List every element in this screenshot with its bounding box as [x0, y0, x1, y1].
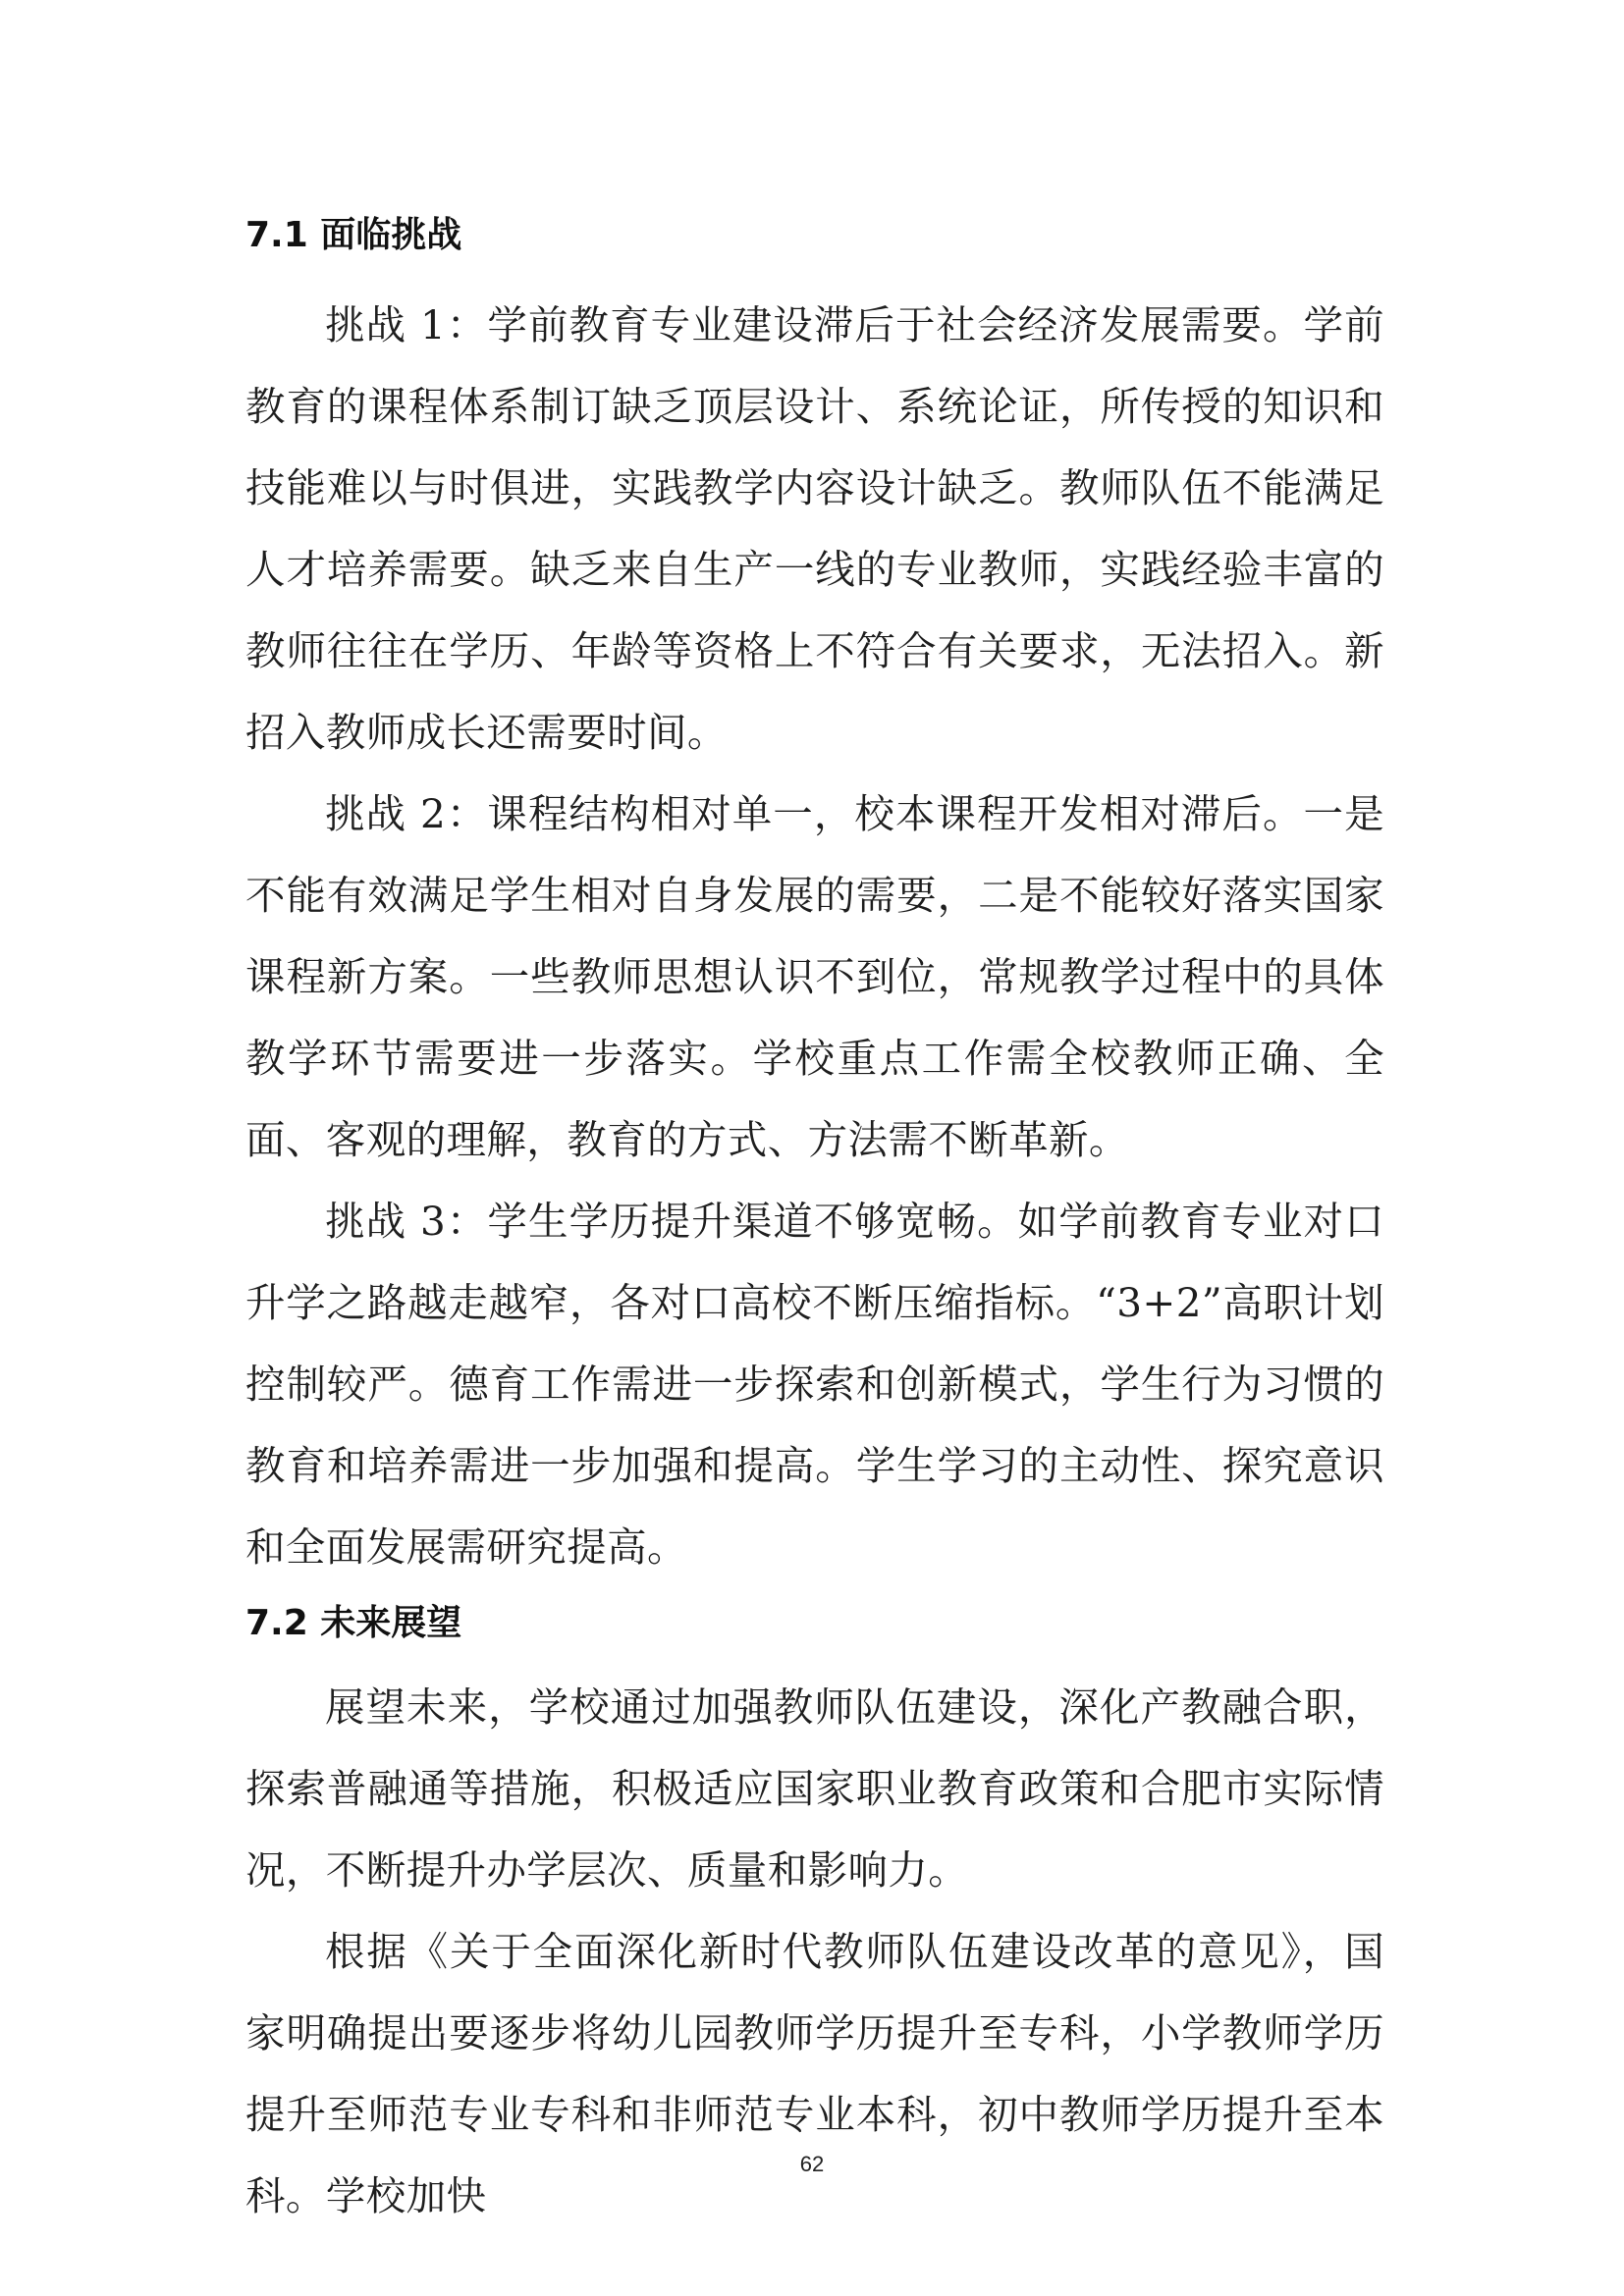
page-content — [245, 206, 1384, 2237]
paragraph-challenge-2: 挑战 2：课程结构相对单一，校本课程开发相对滞后。一是不能有效满足学生相对自身发展的需要，二是不能较好落实国家课程新方案。一些教师思想认识不到位，常规教学过程中的具体教学环节需要进一步落实。学校重点工作需全校教师正确、全面、客观的理解，教育的方式、方法需不断革新。 — [245, 790, 1384, 1163]
paragraph-challenge-3: 挑战 3：学生学历提升渠道不够宽畅。如学前教育专业对口升学之路越走越窄，各对口高校不断压缩指标。“3+2”高职计划控制较严。德育工作需进一步探索和创新模式，学生行为习惯的教育和培养需进一步加强和提高。学生学习的主动性、探究意识和全面发展需研究提高。 — [245, 1198, 1384, 1571]
section-heading-challenges: 7.1 面临挑战 — [245, 215, 462, 255]
section-heading-outlook: 7.2 未来展望 — [245, 1603, 462, 1643]
paragraph-outlook-2: 根据《关于全面深化新时代教师队伍建设改革的意见》，国家明确提出要逐步将幼儿园教师学历提升至专科，小学教师学历提升至师范专业专科和非师范专业本科，初中教师学历提升至本科。学校加快 — [245, 1928, 1384, 2219]
page-number: 62 — [799, 2152, 825, 2176]
paragraph-outlook-1: 展望未来，学校通过加强教师队伍建设，深化产教融合职，探索普融通等措施，积极适应国家职业教育政策和合肥市实际情况，不断提升办学层次、质量和影响力。 — [245, 1683, 1384, 1894]
paragraph-challenge-1: 挑战 1：学前教育专业建设滞后于社会经济发展需要。学前教育的课程体系制订缺乏顶层设计、系统论证，所传授的知识和技能难以与时俱进，实践教学内容设计缺乏。教师队伍不能满足人才培养需要。缺乏来自生产一线的专业教师，实践经验丰富的教师往往在学历、年龄等资格上不符合有关要求，无法招入。新招入教师成长还需要时间。 — [245, 301, 1384, 756]
